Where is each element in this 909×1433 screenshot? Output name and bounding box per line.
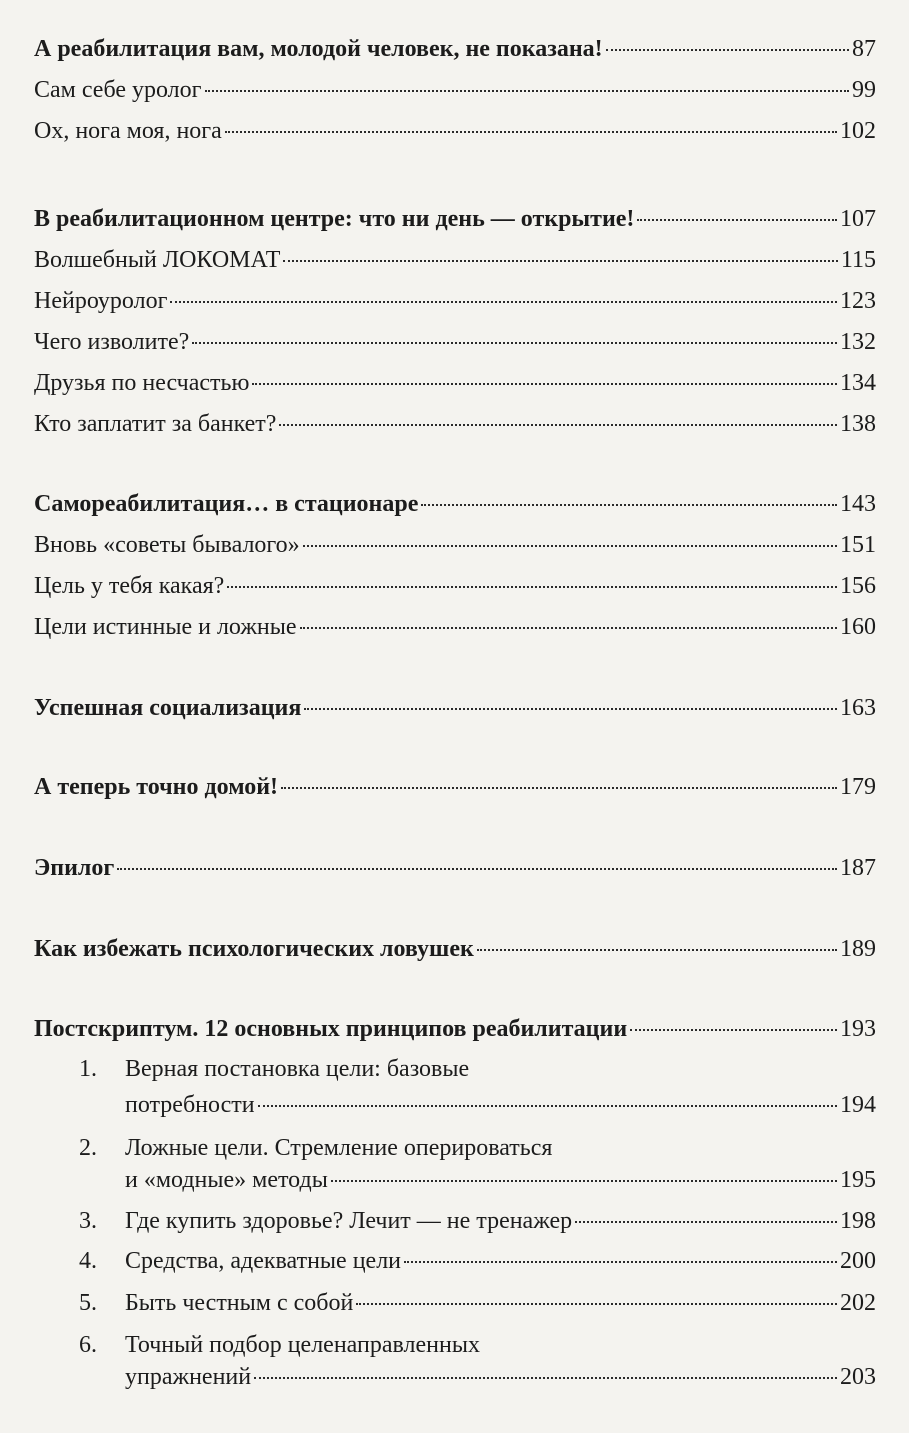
toc-entry-title: Вновь «советы бывалого» xyxy=(34,532,300,558)
principle-number: 1. xyxy=(79,1056,97,1082)
toc-entry-title: Ох, нога моя, нога xyxy=(34,118,222,144)
principle-title: Где купить здоровье? Лечит — не тренажер xyxy=(125,1208,573,1234)
toc-entry-page: 179 xyxy=(840,774,876,800)
principle-title: Средства, адекватные цели xyxy=(125,1248,402,1274)
principle-entry xyxy=(125,1288,876,1318)
principle-number: 4. xyxy=(79,1248,97,1274)
toc-entry-page: 187 xyxy=(840,855,876,881)
principle-page: 202 xyxy=(840,1290,876,1316)
toc-entry xyxy=(34,1014,876,1044)
toc-entry xyxy=(34,116,876,146)
principle-number: 5. xyxy=(79,1290,97,1316)
principle-entry xyxy=(125,1090,876,1120)
principle-page: 203 xyxy=(840,1364,876,1390)
dot-leader xyxy=(192,342,837,344)
toc-entry-title: В реабилитационном центре: что ни день — открытие! xyxy=(34,206,635,232)
toc-entry-page: 115 xyxy=(840,247,876,273)
toc-entry-page: 138 xyxy=(840,411,876,437)
dot-leader xyxy=(252,383,837,385)
principle-page: 195 xyxy=(840,1167,876,1193)
toc-entry-title: Нейроуролог xyxy=(34,288,168,314)
principle-title-line1: Ложные цели. Стремление оперироваться xyxy=(125,1135,553,1161)
toc-entry-page: 99 xyxy=(852,77,876,103)
dot-leader xyxy=(258,1105,837,1107)
toc-entry xyxy=(34,75,876,105)
toc-entry-title: Успешная социализация xyxy=(34,695,302,721)
toc-entry-page: 107 xyxy=(840,206,876,232)
toc-entry xyxy=(34,571,876,601)
dot-leader xyxy=(404,1261,837,1263)
dot-leader xyxy=(205,90,850,92)
toc-entry-title: Волшебный ЛОКОМАТ xyxy=(34,247,281,273)
toc-entry xyxy=(34,853,876,883)
dot-leader xyxy=(304,708,837,710)
toc-entry-title: Чего изволите? xyxy=(34,329,190,355)
principle-page: 194 xyxy=(840,1092,876,1118)
toc-entry xyxy=(34,327,876,357)
dot-leader xyxy=(477,949,837,951)
toc-entry xyxy=(34,368,876,398)
dot-leader xyxy=(575,1221,837,1223)
dot-leader xyxy=(356,1303,837,1305)
dot-leader xyxy=(283,260,837,262)
principle-title-line2: потребности xyxy=(125,1092,255,1118)
toc-entry-title: Эпилог xyxy=(34,855,115,881)
toc-entry xyxy=(34,409,876,439)
dot-leader xyxy=(170,301,837,303)
toc-entry-title: Постскриптум. 12 основных принципов реабилитации xyxy=(34,1016,628,1042)
principle-entry xyxy=(125,1206,876,1236)
toc-entry-title: Самореабилитация… в стационаре xyxy=(34,491,419,517)
toc-entry-page: 132 xyxy=(840,329,876,355)
toc-entry xyxy=(34,489,876,519)
toc-entry-page: 151 xyxy=(840,532,876,558)
toc-entry-page: 160 xyxy=(840,614,876,640)
toc-entry-title: Сам себе уролог xyxy=(34,77,202,103)
toc-entry xyxy=(34,245,876,275)
toc-entry-page: 163 xyxy=(840,695,876,721)
toc-entry-page: 193 xyxy=(840,1016,876,1042)
toc-entry xyxy=(34,612,876,642)
principle-title-line1: Верная постановка цели: базовые xyxy=(125,1056,470,1082)
toc-entry-title: Цель у тебя какая? xyxy=(34,573,225,599)
toc-entry-page: 143 xyxy=(840,491,876,517)
principle-page: 198 xyxy=(840,1208,876,1234)
toc-entry xyxy=(34,934,876,964)
principle-title-line2: и «модные» методы xyxy=(125,1167,328,1193)
toc-entry-page: 134 xyxy=(840,370,876,396)
toc-entry-title: Цели истинные и ложные xyxy=(34,614,297,640)
dot-leader xyxy=(421,504,837,506)
toc-entry-page: 156 xyxy=(840,573,876,599)
dot-leader xyxy=(606,49,849,51)
principle-number: 3. xyxy=(79,1208,97,1234)
toc-entry xyxy=(34,772,876,802)
toc-entry-title: Друзья по несчастью xyxy=(34,370,250,396)
toc-entry-title: Как избежать психологических ловушек xyxy=(34,936,474,962)
toc-entry-page: 189 xyxy=(840,936,876,962)
principle-entry xyxy=(125,1165,876,1195)
principle-number: 2. xyxy=(79,1135,97,1161)
toc-entry xyxy=(34,34,876,64)
dot-leader xyxy=(227,586,837,588)
toc-entry-title: А реабилитация вам, молодой человек, не показана! xyxy=(34,36,603,62)
principle-entry xyxy=(125,1246,876,1276)
dot-leader xyxy=(331,1180,837,1182)
toc-entry xyxy=(34,693,876,723)
toc-entry xyxy=(34,286,876,316)
dot-leader xyxy=(279,424,837,426)
dot-leader xyxy=(117,868,837,870)
dot-leader xyxy=(225,131,837,133)
principle-title-line2: упражнений xyxy=(125,1364,252,1390)
toc-entry xyxy=(34,204,876,234)
dot-leader xyxy=(254,1377,837,1379)
principle-number: 6. xyxy=(79,1332,97,1358)
dot-leader xyxy=(303,545,837,547)
dot-leader xyxy=(300,627,837,629)
principle-page: 200 xyxy=(840,1248,876,1274)
dot-leader xyxy=(637,219,837,221)
dot-leader xyxy=(281,787,837,789)
principle-title-line1: Точный подбор целенаправленных xyxy=(125,1332,480,1358)
toc-entry xyxy=(34,530,876,560)
toc-entry-page: 123 xyxy=(840,288,876,314)
toc-entry-page: 102 xyxy=(840,118,876,144)
toc-entry-title: А теперь точно домой! xyxy=(34,774,279,800)
principle-entry xyxy=(125,1362,876,1392)
principle-title: Быть честным с собой xyxy=(125,1290,354,1316)
toc-entry-page: 87 xyxy=(852,36,876,62)
dot-leader xyxy=(630,1029,837,1031)
toc-entry-title: Кто заплатит за банкет? xyxy=(34,411,277,437)
